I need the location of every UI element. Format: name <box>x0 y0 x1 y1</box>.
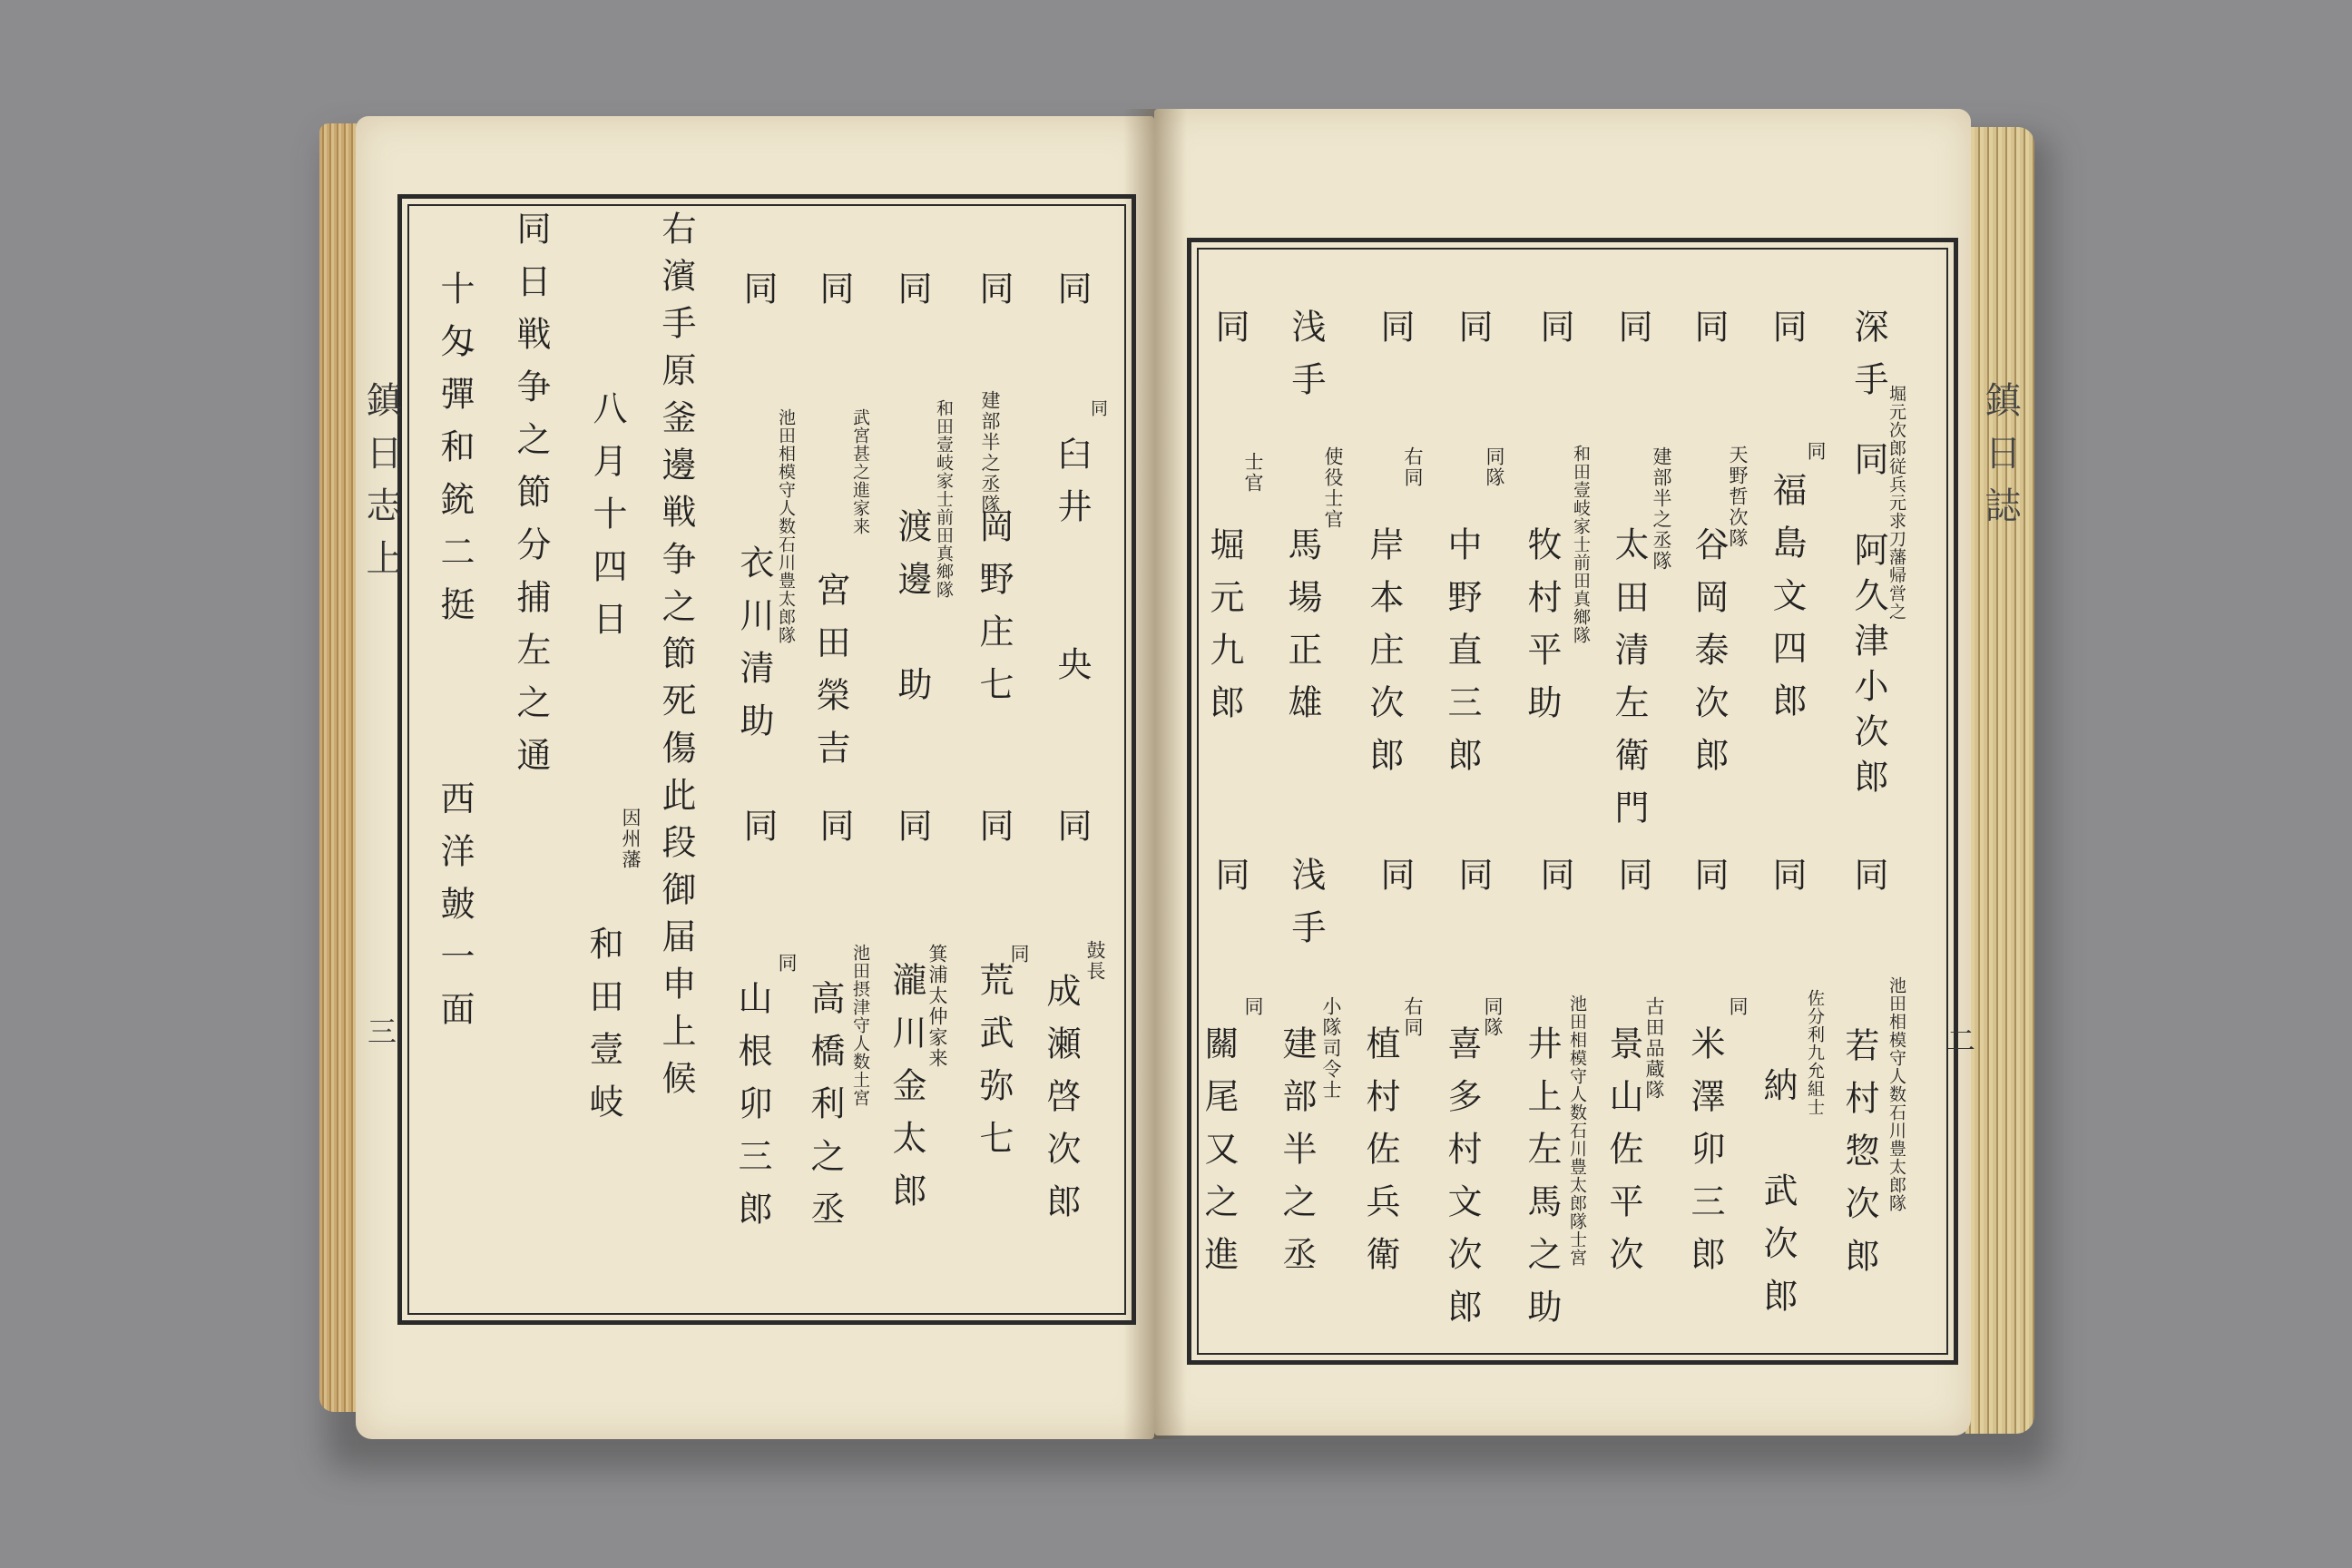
left-col-8-text2: 西洋皷一面 <box>435 780 475 1044</box>
right-col-4-name2: 井上左馬之助 <box>1522 1025 1562 1341</box>
right-col-5-name2: 喜多村文次郎 <box>1442 1025 1482 1341</box>
left-col-3-main: 同 <box>814 270 854 323</box>
left-col-0-name2: 成瀬啓次郎 <box>1041 973 1081 1236</box>
left-col-1-name: 岡野庄七 <box>974 508 1014 719</box>
left-col-6-signer: 和田壹岐 <box>583 926 623 1136</box>
left-col-1-main3: 同 <box>974 808 1014 860</box>
left-col-2-note2: 箕浦太仲家来 <box>926 944 948 1069</box>
right-col-1-note2: 佐分利九允組士 <box>1805 989 1825 1116</box>
left-col-7-text: 同日戦争之節分捕左之通 <box>511 211 551 789</box>
left-col-4-note2: 同 <box>776 953 798 974</box>
right-col-6-note2: 右同 <box>1402 996 1424 1038</box>
left-col-3-name: 宮田榮吉 <box>810 572 850 782</box>
right-col-0-name2: 若村惣次郎 <box>1839 1027 1879 1290</box>
left-col-5-text: 右濱手原釜邊戦争之節死傷此段御届申上候 <box>656 211 696 1107</box>
left-col-4-main3: 同 <box>738 808 778 860</box>
right-col-1-main3: 同 <box>1767 857 1807 909</box>
left-col-4-name: 衣川清助 <box>734 544 774 755</box>
left-col-0-main3: 同 <box>1052 808 1092 860</box>
right-col-4-name: 牧村平助 <box>1522 526 1562 737</box>
left-col-2-main3: 同 <box>892 808 932 860</box>
left-col-0-note2: 鼓長 <box>1084 940 1106 982</box>
left-col-3-main3: 同 <box>814 808 854 860</box>
left-col-2-main: 同 <box>892 270 932 323</box>
right-col-5-name: 中野直三郎 <box>1442 526 1482 789</box>
right-col-2-name2: 米澤卯三郎 <box>1685 1025 1725 1289</box>
left-col-3-note: 武宮甚之進家来 <box>850 408 870 535</box>
left-col-1-name2: 荒武弥七 <box>974 962 1014 1172</box>
right-col-8-main3: 同 <box>1210 857 1250 909</box>
right-col-5-main: 同 <box>1453 309 1493 361</box>
right-col-3-note: 建部半之丞隊 <box>1651 446 1672 572</box>
right-page-number: 二 <box>1942 1025 1976 1054</box>
left-col-0-note: 同 <box>1088 399 1108 417</box>
right-col-3-name: 太田清左衛門 <box>1609 526 1649 842</box>
right-col-5-note: 同隊 <box>1484 446 1505 488</box>
right-col-3-name2: 景山佐平次 <box>1603 1025 1643 1289</box>
left-margin-title: 鎮日志上 <box>360 381 402 592</box>
right-col-3-main: 同 <box>1612 309 1652 361</box>
left-col-1-main: 同 <box>974 270 1014 323</box>
left-col-3-name2: 高橋利之丞 <box>805 980 845 1243</box>
right-col-2-note: 天野哲次隊 <box>1727 445 1749 549</box>
right-margin-title: 鎮日誌 <box>1979 381 2021 539</box>
right-col-2-name: 谷岡泰次郎 <box>1689 526 1729 789</box>
left-col-1-note2: 同 <box>1008 944 1030 965</box>
right-col-5-note2: 同隊 <box>1482 996 1504 1038</box>
left-col-8-text: 十匁彈和銃二挺 <box>435 270 475 639</box>
right-page-edges <box>1965 127 2034 1434</box>
right-col-6-main3: 同 <box>1375 857 1415 909</box>
right-col-1-name: 福島文四郎 <box>1767 472 1807 735</box>
right-col-2-main: 同 <box>1689 309 1729 361</box>
right-col-8-note: 士官 <box>1242 452 1264 494</box>
right-col-8-main: 同 <box>1210 309 1250 361</box>
right-col-2-note2: 同 <box>1727 996 1749 1017</box>
right-col-8-note2: 同 <box>1242 996 1264 1017</box>
right-col-6-main: 同 <box>1375 309 1415 361</box>
left-col-4-note: 池田相模守人数石川豊太郎隊 <box>776 408 796 644</box>
left-col-4-name2: 山根卯三郎 <box>732 980 772 1243</box>
right-col-5-main3: 同 <box>1453 857 1493 909</box>
left-col-2-name: 渡邊 助 <box>892 508 932 719</box>
left-col-4-main: 同 <box>738 270 778 323</box>
right-col-0-note: 堀元次郎従兵元求刀藩帰営之 <box>1886 385 1906 621</box>
right-col-4-note2: 池田相模守人数石川豊太郎隊士宮 <box>1567 995 1587 1267</box>
right-col-6-name: 岸本庄次郎 <box>1364 526 1404 789</box>
left-col-6-domain: 因州藩 <box>620 808 642 870</box>
right-col-6-note: 右同 <box>1402 446 1424 488</box>
right-col-4-note: 和田壹岐家士前田真鄉隊 <box>1571 445 1591 644</box>
right-col-0-note2: 池田相模守人数石川豊太郎隊 <box>1886 976 1906 1212</box>
left-col-2-name2: 瀧川金太郎 <box>887 962 926 1225</box>
right-col-8-name2: 關尾又之進 <box>1199 1025 1239 1289</box>
right-col-3-note2: 古田品蔵隊 <box>1643 996 1665 1101</box>
right-col-7-name2: 建部半之丞 <box>1277 1025 1317 1289</box>
right-col-1-name2: 納 武次郎 <box>1758 1067 1798 1330</box>
left-col-0-name: 臼井 央 <box>1052 436 1092 699</box>
right-col-7-note: 使役士官 <box>1322 446 1344 530</box>
right-col-8-name: 堀元九郎 <box>1204 526 1244 737</box>
right-col-4-main3: 同 <box>1534 857 1574 909</box>
right-col-7-main3: 浅手 <box>1286 857 1326 962</box>
right-col-4-main: 同 <box>1534 309 1574 361</box>
right-col-7-name: 馬場正雄 <box>1282 526 1322 737</box>
left-col-2-note: 和田壹岐家士前田真鄉隊 <box>934 399 954 599</box>
right-col-1-main: 同 <box>1767 309 1807 361</box>
right-col-0-main3: 同 <box>1848 857 1888 909</box>
right-col-1-note: 同 <box>1805 441 1827 462</box>
right-col-7-note2: 小隊司令士 <box>1320 996 1342 1101</box>
right-col-0-name: 同 阿久津小次郎 <box>1848 441 1888 804</box>
right-col-0-main: 深手 <box>1848 309 1888 414</box>
left-page-number: 三 <box>363 1016 397 1045</box>
left-col-6-date: 八月十四日 <box>587 390 627 653</box>
right-col-6-name2: 植村佐兵衛 <box>1360 1025 1400 1289</box>
left-col-3-note2: 池田摂津守人数土宮 <box>850 944 870 1107</box>
right-col-2-main3: 同 <box>1689 857 1729 909</box>
left-col-1-note: 建部半之丞隊 <box>979 390 1001 515</box>
left-col-0-main: 同 <box>1052 270 1092 323</box>
right-col-3-main3: 同 <box>1612 857 1652 909</box>
right-col-7-main: 浅手 <box>1286 309 1326 414</box>
